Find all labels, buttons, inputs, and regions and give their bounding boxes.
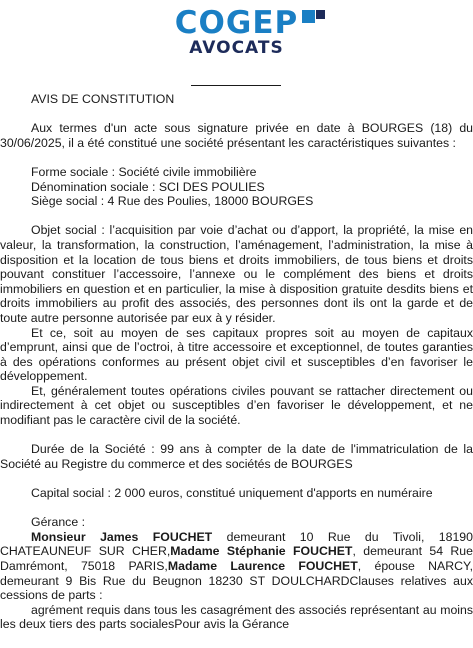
gerant-1-address: demeurant 10 Rue du Tivoli, 18190 CHATEAUNEUF SUR CHER, xyxy=(0,529,473,559)
agrement-paragraph: agrément requis dans tous les casagrément des associés représentant au moins les deux tiers des parts socialesPour avis la Gérance xyxy=(0,602,473,632)
logo-brand-text: COGEP xyxy=(174,5,299,41)
gerance-label: Gérance : xyxy=(31,515,85,530)
gerant-1-name: Monsieur James FOUCHET xyxy=(31,529,213,544)
intro-paragraph: Aux termes d'un acte sous signature privée en date à BOURGES (18) du 30/06/2025, il a été constitué une société présentant les caractéristiques suivantes : xyxy=(0,121,473,150)
gerance-paragraph xyxy=(0,530,473,603)
gerant-3-address: , épouse NARCY, demeurant 9 Bis Rue du Beugnon 18230 ST DOULCHARDClauses relatives aux cessions de parts : xyxy=(0,559,473,603)
objet-general-paragraph: Et, généralement toutes opérations civiles pouvant se rattacher directement ou indirectement à cet objet ou susceptibles d’en favoriser le développement, et ne modifiant pas le caractère civil de la société. xyxy=(0,383,473,428)
capital-social: Capital social : 2 000 euros, constitué uniquement d'apports en numéraire xyxy=(31,486,433,501)
notice-title: AVIS DE CONSTITUTION xyxy=(31,92,175,106)
objet-social-paragraph: Objet social : l’acquisition par voie d’achat ou d’apport, la propriété, la mise en valeur, la transformation, la construction, l’aménagement, l’administration, la mise à disposition et la location de tous biens et droits immobiliers, de tous biens et droits pouvant constituer l’accessoire, l’annexe ou le complément des biens et droits immobiliers en question et en particulier, la mise à disposition gratuite desdits biens et droits immobiliers au profit des associés, des personnes dont ils ont la garde et de toute autre personne autorisée par eux à y résider. xyxy=(0,223,473,325)
logo-subtitle-text: AVOCATS xyxy=(189,38,284,58)
title-divider xyxy=(191,85,281,86)
denomination-sociale: Dénomination sociale : SCI DES POULIES xyxy=(31,179,265,194)
duree-paragraph: Durée de la Société : 99 ans à compter de la date de l'immatriculation de la Société au Registre du commerce et des sociétés de BOURGES xyxy=(0,442,473,471)
gerant-2-address: , demeurant 54 Rue Damrémont, 75018 PARIS, xyxy=(0,544,473,573)
forme-sociale: Forme sociale : Société civile immobilière xyxy=(31,164,257,179)
notice-body xyxy=(0,92,473,632)
gerant-2-name: Madame Stéphanie FOUCHET xyxy=(170,544,353,559)
logo-square-mark-icon xyxy=(302,10,326,34)
siege-social: Siège social : 4 Rue des Poulies, 18000 BOURGES xyxy=(31,194,314,209)
objet-capitaux-paragraph: Et ce, soit au moyen de ses capitaux propres soit au moyen de capitaux d’emprunt, ainsi que de l’octroi, à titre accessoire et exceptionnel, de toutes garanties à des opérations conformes au présent objet civil et susceptibles d’en favoriser le développement. xyxy=(0,325,473,384)
cogep-avocats-logo xyxy=(0,4,473,64)
gerant-3-name: Madame Laurence FOUCHET xyxy=(167,559,358,573)
